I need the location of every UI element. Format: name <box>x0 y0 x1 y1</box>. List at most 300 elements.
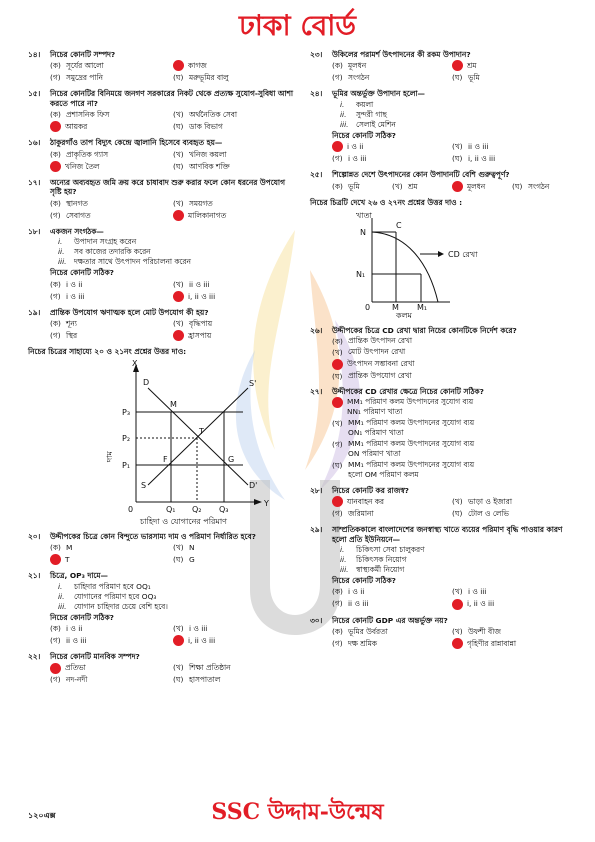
question-number: ১৪। <box>28 50 41 59</box>
quantity-q2-label: Q₂ <box>192 504 202 514</box>
option-text: গৃহিণীর রান্নাবান্না <box>467 638 517 648</box>
origin-label: 0 <box>128 504 134 514</box>
option-ga[interactable] <box>452 181 512 192</box>
option-label: (ঘ) <box>332 460 343 470</box>
option-label: (খ) <box>173 623 184 633</box>
option-text: ii ও iii <box>189 279 210 289</box>
option-label: (ক) <box>50 623 61 633</box>
option-text: মরুভূমির বালু <box>189 73 229 83</box>
option-gha[interactable] <box>173 210 296 221</box>
chart-x-axis-title: চাহিদা ও যোগানের পরিমাণ <box>140 516 228 526</box>
option-label: (খ) <box>332 418 343 428</box>
answer-marker-dot <box>50 554 61 565</box>
option-text: মূলধন <box>348 61 367 71</box>
option-text: সময়গত <box>189 198 213 208</box>
question-20 <box>28 532 296 565</box>
question-number: ১৮। <box>28 226 41 236</box>
statement-text: কয়লা <box>356 99 374 109</box>
option-ga[interactable] <box>50 161 173 172</box>
supply-demand-diagram <box>28 360 296 528</box>
option-label: (ঘ) <box>452 508 463 518</box>
option-ga[interactable] <box>50 675 173 686</box>
option-ka[interactable] <box>332 626 452 637</box>
option-label: (খ) <box>173 318 184 328</box>
option-kha[interactable] <box>452 141 572 152</box>
option-text: দক্ষ শ্রমিক <box>348 638 377 648</box>
question-number: ২০। <box>28 531 41 541</box>
option-text: প্রশাসনিক ফিস <box>66 110 110 120</box>
question-text: ভূমির অন্তর্ভুক্ত উপাদান হলো— <box>332 89 425 99</box>
option-label: (খ) <box>173 279 184 289</box>
option-label: (ক) <box>50 542 61 552</box>
answer-marker-dot <box>173 60 184 71</box>
statement-ii <box>340 110 572 120</box>
point-s-prime-label: S' <box>249 378 257 388</box>
question-text: অন্যের অব্যবহৃত জমি ক্রয় করে চাষাবাদ শুরু করার ফলে কোন ধরনের উপযোগ সৃষ্টি হয়? <box>50 177 285 197</box>
question-27 <box>310 387 572 479</box>
option-gha[interactable] <box>173 675 296 686</box>
x-arrow-head <box>254 499 262 505</box>
option-label: (ক) <box>332 181 343 191</box>
option-label: (গ) <box>332 508 343 518</box>
option-text: ভাড়া ও ইজারা <box>468 496 513 506</box>
statement-iii <box>58 257 296 267</box>
option-label: (খ) <box>332 348 343 358</box>
option-label: (খ) <box>452 142 463 152</box>
option-text: খনিজ কয়লা <box>189 149 227 159</box>
question-text: উদ্দীপকের চিত্রে কোন বিন্দুতে ভারসাম্য দাম ও পরিমাণ নির্ধারিত হবে? <box>50 531 256 541</box>
point-d-label: D <box>143 377 150 387</box>
option-text: সেবাগত <box>66 210 91 220</box>
option-kha[interactable] <box>173 109 296 120</box>
option-label: (ঘ) <box>173 73 184 83</box>
footer-brand: SSC উদ্দাম-উন্মেষ <box>211 799 384 825</box>
statement-text: চাহিদার পরিমাণ হবে OQ₁ <box>74 581 151 591</box>
option-ka[interactable] <box>50 198 173 209</box>
option-ka[interactable] <box>332 336 572 346</box>
option-ka[interactable] <box>332 60 452 71</box>
statement-numeral: ii. <box>340 109 347 119</box>
option-text: শিক্ষা প্রতিষ্ঠান <box>189 663 231 673</box>
option-text: জরিমানা <box>348 508 374 518</box>
option-label: (ঘ) <box>173 675 184 685</box>
question-25 <box>310 170 572 191</box>
answer-marker-dot <box>50 121 61 132</box>
option-text: প্রান্তিক উৎপাদন রেখা <box>348 335 412 345</box>
option-ga[interactable] <box>332 599 452 610</box>
question-number: ১৬। <box>28 138 41 148</box>
question-text: ঠাকুরগাঁও তাপ বিদ্যুৎ কেন্দ্রে জ্বালানি হিসেবে ব্যবহৃত হয়— <box>50 138 223 148</box>
production-possibility-diagram <box>310 210 572 322</box>
point-g-label: G <box>228 454 235 464</box>
option-text: সংগঠন <box>348 73 370 83</box>
question-24 <box>310 89 572 164</box>
option-text-line-2: হলো OM পরিমাণ কলম <box>348 469 419 479</box>
option-text: i, ii ও iii <box>188 635 216 645</box>
option-text: ভূমি <box>348 181 360 191</box>
statement-iii <box>58 602 296 612</box>
option-text: শ্রম <box>467 61 477 71</box>
option-ga[interactable] <box>50 291 173 302</box>
question-number: ২৬। <box>310 326 323 336</box>
option-kha[interactable] <box>392 181 452 192</box>
option-text: ii ও iii <box>66 635 87 645</box>
question-number: ২৯। <box>310 525 323 535</box>
option-gha[interactable] <box>452 72 572 83</box>
option-label: (ঘ) <box>173 122 184 132</box>
option-text: ডাক বিভাগ <box>189 122 223 132</box>
option-text: i ও iii <box>348 154 367 164</box>
option-text: কাগজ <box>188 61 207 71</box>
option-kha[interactable] <box>173 279 296 290</box>
point-f-label: F <box>163 454 168 464</box>
axis-x-label: X <box>132 359 138 368</box>
option-gha[interactable] <box>173 291 296 302</box>
board-title: ঢাকা বোর্ড <box>238 9 357 42</box>
option-text-line-2: ON₁ পরিমাণ খাতা <box>348 427 404 437</box>
statement-numeral: i. <box>340 545 345 555</box>
option-ga[interactable] <box>332 439 572 459</box>
option-text: মালিকানাগত <box>188 210 227 220</box>
option-gha[interactable] <box>173 161 296 172</box>
option-ga[interactable] <box>50 635 173 646</box>
statement-i <box>340 100 572 110</box>
option-label: (খ) <box>173 198 184 208</box>
option-kha[interactable] <box>173 318 296 329</box>
option-label: (খ) <box>173 110 184 120</box>
option-text: M <box>66 542 73 552</box>
option-label: (গ) <box>332 154 343 164</box>
question-text: নিচের কোনটি GDP এর অন্তর্ভুক্ত নয়? <box>332 615 448 625</box>
option-text-line-1: MM₁ পরিমাণ কলম উৎপাদনের সুযোগ ব্যয় <box>348 438 475 448</box>
option-gha[interactable] <box>452 638 572 649</box>
answer-marker-dot <box>173 635 184 646</box>
option-label: (ক) <box>332 336 343 346</box>
option-label: (ক) <box>50 110 61 120</box>
option-label: (খ) <box>452 587 463 597</box>
option-ka[interactable] <box>332 181 392 192</box>
question-22 <box>28 652 296 685</box>
quantity-q1-label: Q₁ <box>166 504 176 514</box>
option-label: (খ) <box>452 626 463 636</box>
option-text: হ্রাসপায় <box>188 330 212 340</box>
statement-numeral: iii. <box>340 565 349 575</box>
answer-marker-dot <box>50 663 61 674</box>
option-label: (ক) <box>332 626 343 636</box>
option-text: T <box>65 554 70 564</box>
option-text-line-2: ON পরিমাণ খাতা <box>348 448 401 458</box>
answer-marker-dot <box>332 397 343 408</box>
option-label: (গ) <box>50 675 61 685</box>
option-gha[interactable] <box>452 508 572 519</box>
option-label: (ঘ) <box>452 73 463 83</box>
option-text: ভূমির উর্বরতা <box>348 626 388 636</box>
option-label: (গ) <box>332 638 343 648</box>
option-ka[interactable] <box>332 587 452 598</box>
question-number: ২১। <box>28 571 41 581</box>
statement-numeral: i. <box>340 99 345 109</box>
option-text: i ও iii <box>189 623 208 633</box>
option-kha[interactable] <box>173 149 296 160</box>
axis-y-label: Y <box>264 498 269 508</box>
option-gha[interactable] <box>332 371 572 381</box>
option-gha[interactable] <box>173 635 296 646</box>
statement-text: সেলাই মেশিন <box>356 119 396 129</box>
option-ka[interactable] <box>50 623 173 634</box>
option-text: সমুদ্রের পানি <box>66 73 103 83</box>
price-p1-label: P₁ <box>122 460 131 470</box>
question-28 <box>310 486 572 519</box>
answer-marker-dot <box>452 599 463 610</box>
option-text: i ও ii <box>66 623 83 633</box>
option-text: i ও ii <box>347 142 364 152</box>
option-kha[interactable] <box>173 198 296 209</box>
option-label: (খ) <box>173 542 184 552</box>
answer-marker-dot <box>332 141 343 152</box>
option-text: i ও iii <box>468 587 487 597</box>
option-text: ii ও iii <box>348 599 369 609</box>
option-label: (খ) <box>173 663 184 673</box>
statement-i <box>340 545 572 555</box>
statement-iii <box>340 565 572 575</box>
option-text: i, ii ও iii <box>468 154 496 164</box>
question-number: ১৫। <box>28 89 41 99</box>
point-m1-label: M₁ <box>417 303 428 313</box>
question-23 <box>310 50 572 83</box>
statement-text: দক্ষতার সাথে উৎপাদন পরিচালনা করেন <box>74 257 191 267</box>
option-label: (ঘ) <box>452 154 463 164</box>
option-gha[interactable] <box>512 181 572 192</box>
question-number: ১৯। <box>28 307 41 317</box>
option-kha[interactable] <box>452 587 572 598</box>
question-text: চিত্রে, OP₃ দামে— <box>50 571 108 581</box>
option-text: i ও ii <box>348 587 365 597</box>
option-ka[interactable] <box>50 109 173 120</box>
statement-numeral: i. <box>58 581 63 591</box>
option-text: প্রতিভা <box>65 663 86 673</box>
statement-numeral: iii. <box>58 257 67 267</box>
option-text: আয়কর <box>65 122 88 132</box>
option-text: টোল ও লেভি <box>468 508 509 518</box>
option-label: (ক) <box>332 61 343 71</box>
option-label: (খ) <box>452 496 463 506</box>
option-label: (ঘ) <box>173 554 184 564</box>
option-ga[interactable] <box>332 153 452 164</box>
option-text: মোট উৎপাদন রেখা <box>348 347 406 357</box>
option-kha[interactable] <box>452 496 572 507</box>
option-text: স্থানগত <box>66 198 88 208</box>
option-text: উৎপাদন সম্ভাবনা রেখা <box>347 358 415 368</box>
option-ga[interactable] <box>50 330 173 341</box>
statement-i <box>58 237 296 247</box>
question-text: সাম্প্রতিককালে বাংলাদেশের জনস্বাস্থ্য খাতে ব্যয়ের পরিমাণ বৃদ্ধি পাওয়ার কারণ হলো প্রতি ইউনিয়নে— <box>332 525 563 544</box>
option-ka[interactable] <box>332 496 452 507</box>
option-label: (ঘ) <box>332 371 343 381</box>
option-label: (খ) <box>392 181 403 191</box>
option-label: (ঘ) <box>173 161 184 171</box>
chart-y-axis-title: দাম <box>105 450 114 462</box>
option-ka[interactable] <box>50 60 173 71</box>
option-label: (গ) <box>50 291 61 301</box>
question-text: নিচের কোনটি সম্পদ? <box>50 50 116 59</box>
option-kha[interactable] <box>173 542 296 553</box>
answer-marker-dot <box>173 291 184 302</box>
statement-text: সুন্দরী গাছ <box>356 109 387 119</box>
question-text: উদ্দীপকের চিত্রে CD রেখা দ্বারা নিচের কোনটিকে নির্দেশ করে? <box>332 326 517 336</box>
answer-marker-dot <box>452 638 463 649</box>
stem-20-21: নিচের চিত্রের সাহায্যে ২০ ও ২১নং প্রশ্নের উত্তর দাও: <box>28 347 187 357</box>
option-label: (গ) <box>50 330 61 340</box>
which-correct-prompt: নিচের কোনটি সঠিক? <box>50 268 114 278</box>
option-label: (গ) <box>50 210 61 220</box>
option-ka[interactable] <box>50 318 173 329</box>
option-gha[interactable] <box>452 153 572 164</box>
option-text-line-1: MM₁ পরিমাণ কলম উৎপাদনের সুযোগ ব্যয় <box>348 417 475 427</box>
option-ga[interactable] <box>50 72 173 83</box>
statement-numeral: ii. <box>58 247 65 257</box>
option-text-line-2: NN₁ পরিমাণ খাতা <box>347 406 403 416</box>
option-label: (ক) <box>50 198 61 208</box>
question-30 <box>310 616 572 649</box>
which-correct-prompt: নিচের কোনটি সঠিক? <box>332 576 396 586</box>
statement-ii <box>340 555 572 565</box>
option-text: হাসপাতাল <box>189 675 221 685</box>
question-text: নিচের কোনটির বিনিময়ে জনগণ সরকারের নিকট থেকে প্রত্যক্ষ সুযোগ-সুবিধা আশা করতে পারে না? <box>50 89 294 108</box>
stem-26-27: নিচের চিত্রটি দেখে ২৬ ও ২৭নং প্রশ্নের উত্তর দাও : <box>310 197 463 207</box>
statement-text: উপাদান সংগ্রহ করেন <box>74 237 137 247</box>
option-text: সূর্যের আলো <box>66 61 104 71</box>
answer-marker-dot <box>173 210 184 221</box>
page-number: ১২০এক্স <box>28 811 56 820</box>
origin-label: 0 <box>365 303 371 313</box>
question-number: ৩০। <box>310 615 323 625</box>
which-correct-prompt: নিচের কোনটি সঠিক? <box>332 130 396 140</box>
question-16 <box>28 138 296 171</box>
option-text: i, ii ও iii <box>467 599 495 609</box>
option-ka[interactable] <box>332 141 452 152</box>
option-ga[interactable] <box>50 554 173 565</box>
option-kha[interactable] <box>332 418 572 438</box>
option-text: প্রান্তিক উপযোগ রেখা <box>348 370 412 380</box>
right-column <box>310 50 572 655</box>
question-number: ২৩। <box>310 50 323 59</box>
statement-text: যোগান চাহিদার চেয়ে বেশি হবে। <box>74 601 168 611</box>
question-number: ২৪। <box>310 89 323 99</box>
option-ga[interactable] <box>50 121 173 132</box>
question-21 <box>28 571 296 646</box>
statement-text: স্বাস্থ্যকর্মী নিয়োগ <box>356 565 405 575</box>
option-ga[interactable] <box>50 210 173 221</box>
option-gha[interactable] <box>452 599 572 610</box>
option-kha[interactable] <box>452 60 572 71</box>
option-gha[interactable] <box>173 121 296 132</box>
statement-numeral: ii. <box>340 555 347 565</box>
point-c-label: C <box>396 221 402 231</box>
option-kha[interactable] <box>173 60 296 71</box>
option-gha[interactable] <box>173 554 296 565</box>
statement-text: সব কাজের তদারকি করেন <box>74 247 151 257</box>
answer-marker-dot <box>332 496 343 507</box>
option-ga[interactable] <box>332 508 452 519</box>
point-d-prime-label: D' <box>249 480 258 490</box>
option-kha[interactable] <box>173 623 296 634</box>
answer-marker-dot <box>173 330 184 341</box>
option-text: যানবাহন কর <box>347 496 384 506</box>
option-label: (গ) <box>50 635 61 645</box>
statement-text: যোগানের পরিমাণ হবে OQ₃ <box>74 591 157 601</box>
option-kha[interactable] <box>452 626 572 637</box>
option-text: অর্থনৈতিক সেবা <box>189 110 238 120</box>
answer-marker-dot <box>50 161 61 172</box>
statement-ii <box>58 247 296 257</box>
chart-y-axis-title: খাতা <box>356 211 372 221</box>
question-number: ২৮। <box>310 485 323 495</box>
option-kha[interactable] <box>332 347 572 357</box>
option-gha[interactable] <box>332 460 572 480</box>
option-kha[interactable] <box>173 663 296 674</box>
option-ka[interactable] <box>50 149 173 160</box>
question-number: ১৭। <box>28 177 41 187</box>
option-text: i ও ii <box>66 279 83 289</box>
cd-curve <box>372 232 438 302</box>
option-text: শূন্য <box>66 318 77 328</box>
statement-numeral: iii. <box>58 601 67 611</box>
option-ka[interactable] <box>50 663 173 674</box>
option-ka[interactable] <box>332 397 572 417</box>
statement-text: চিকিৎসক নিয়োগ <box>356 555 407 565</box>
statement-ii <box>58 592 296 602</box>
option-text: নদ-নদী <box>66 675 88 685</box>
option-ga[interactable] <box>332 359 572 370</box>
price-p2-label: P₂ <box>122 433 131 443</box>
cd-pointer-arrow <box>438 251 444 257</box>
option-text: বৃদ্ধিপায় <box>189 318 213 328</box>
left-column <box>28 50 296 692</box>
point-s-label: S <box>141 480 147 490</box>
question-text: উকিলের পরামর্শ উৎপাদনের কী রকম উপাদান? <box>332 50 471 59</box>
option-text: উফশী বীজ <box>468 626 501 636</box>
option-label: (ক) <box>50 61 61 71</box>
option-text: i ও iii <box>66 291 85 301</box>
question-14 <box>28 50 296 83</box>
option-text: প্রাকৃতিক গ্যাস <box>66 149 109 159</box>
option-text: মূলধন <box>467 181 486 191</box>
statement-i <box>58 582 296 592</box>
question-15 <box>28 89 296 132</box>
option-gha[interactable] <box>173 330 296 341</box>
question-number: ২৫। <box>310 170 323 180</box>
option-text: শ্রম <box>408 181 418 191</box>
question-19 <box>28 308 296 341</box>
statement-iii <box>340 120 572 130</box>
option-text: স্থির <box>66 330 78 340</box>
option-gha[interactable] <box>173 72 296 83</box>
question-26 <box>310 326 572 381</box>
option-ka[interactable] <box>50 542 173 553</box>
option-ka[interactable] <box>50 279 173 290</box>
option-ga[interactable] <box>332 72 452 83</box>
option-text: G <box>189 554 195 564</box>
statement-numeral: i. <box>58 237 63 247</box>
option-text: খনিজ তৈল <box>65 161 100 171</box>
option-ga[interactable] <box>332 638 452 649</box>
option-label: (গ) <box>332 73 343 83</box>
option-label: (গ) <box>332 439 343 449</box>
question-18 <box>28 227 296 302</box>
point-n-label: N <box>360 228 366 238</box>
option-text-line-1: MM₁ পরিমাণ কলম উৎপাদনের সুযোগ ব্যয় <box>347 396 474 406</box>
option-label: (গ) <box>332 599 343 609</box>
